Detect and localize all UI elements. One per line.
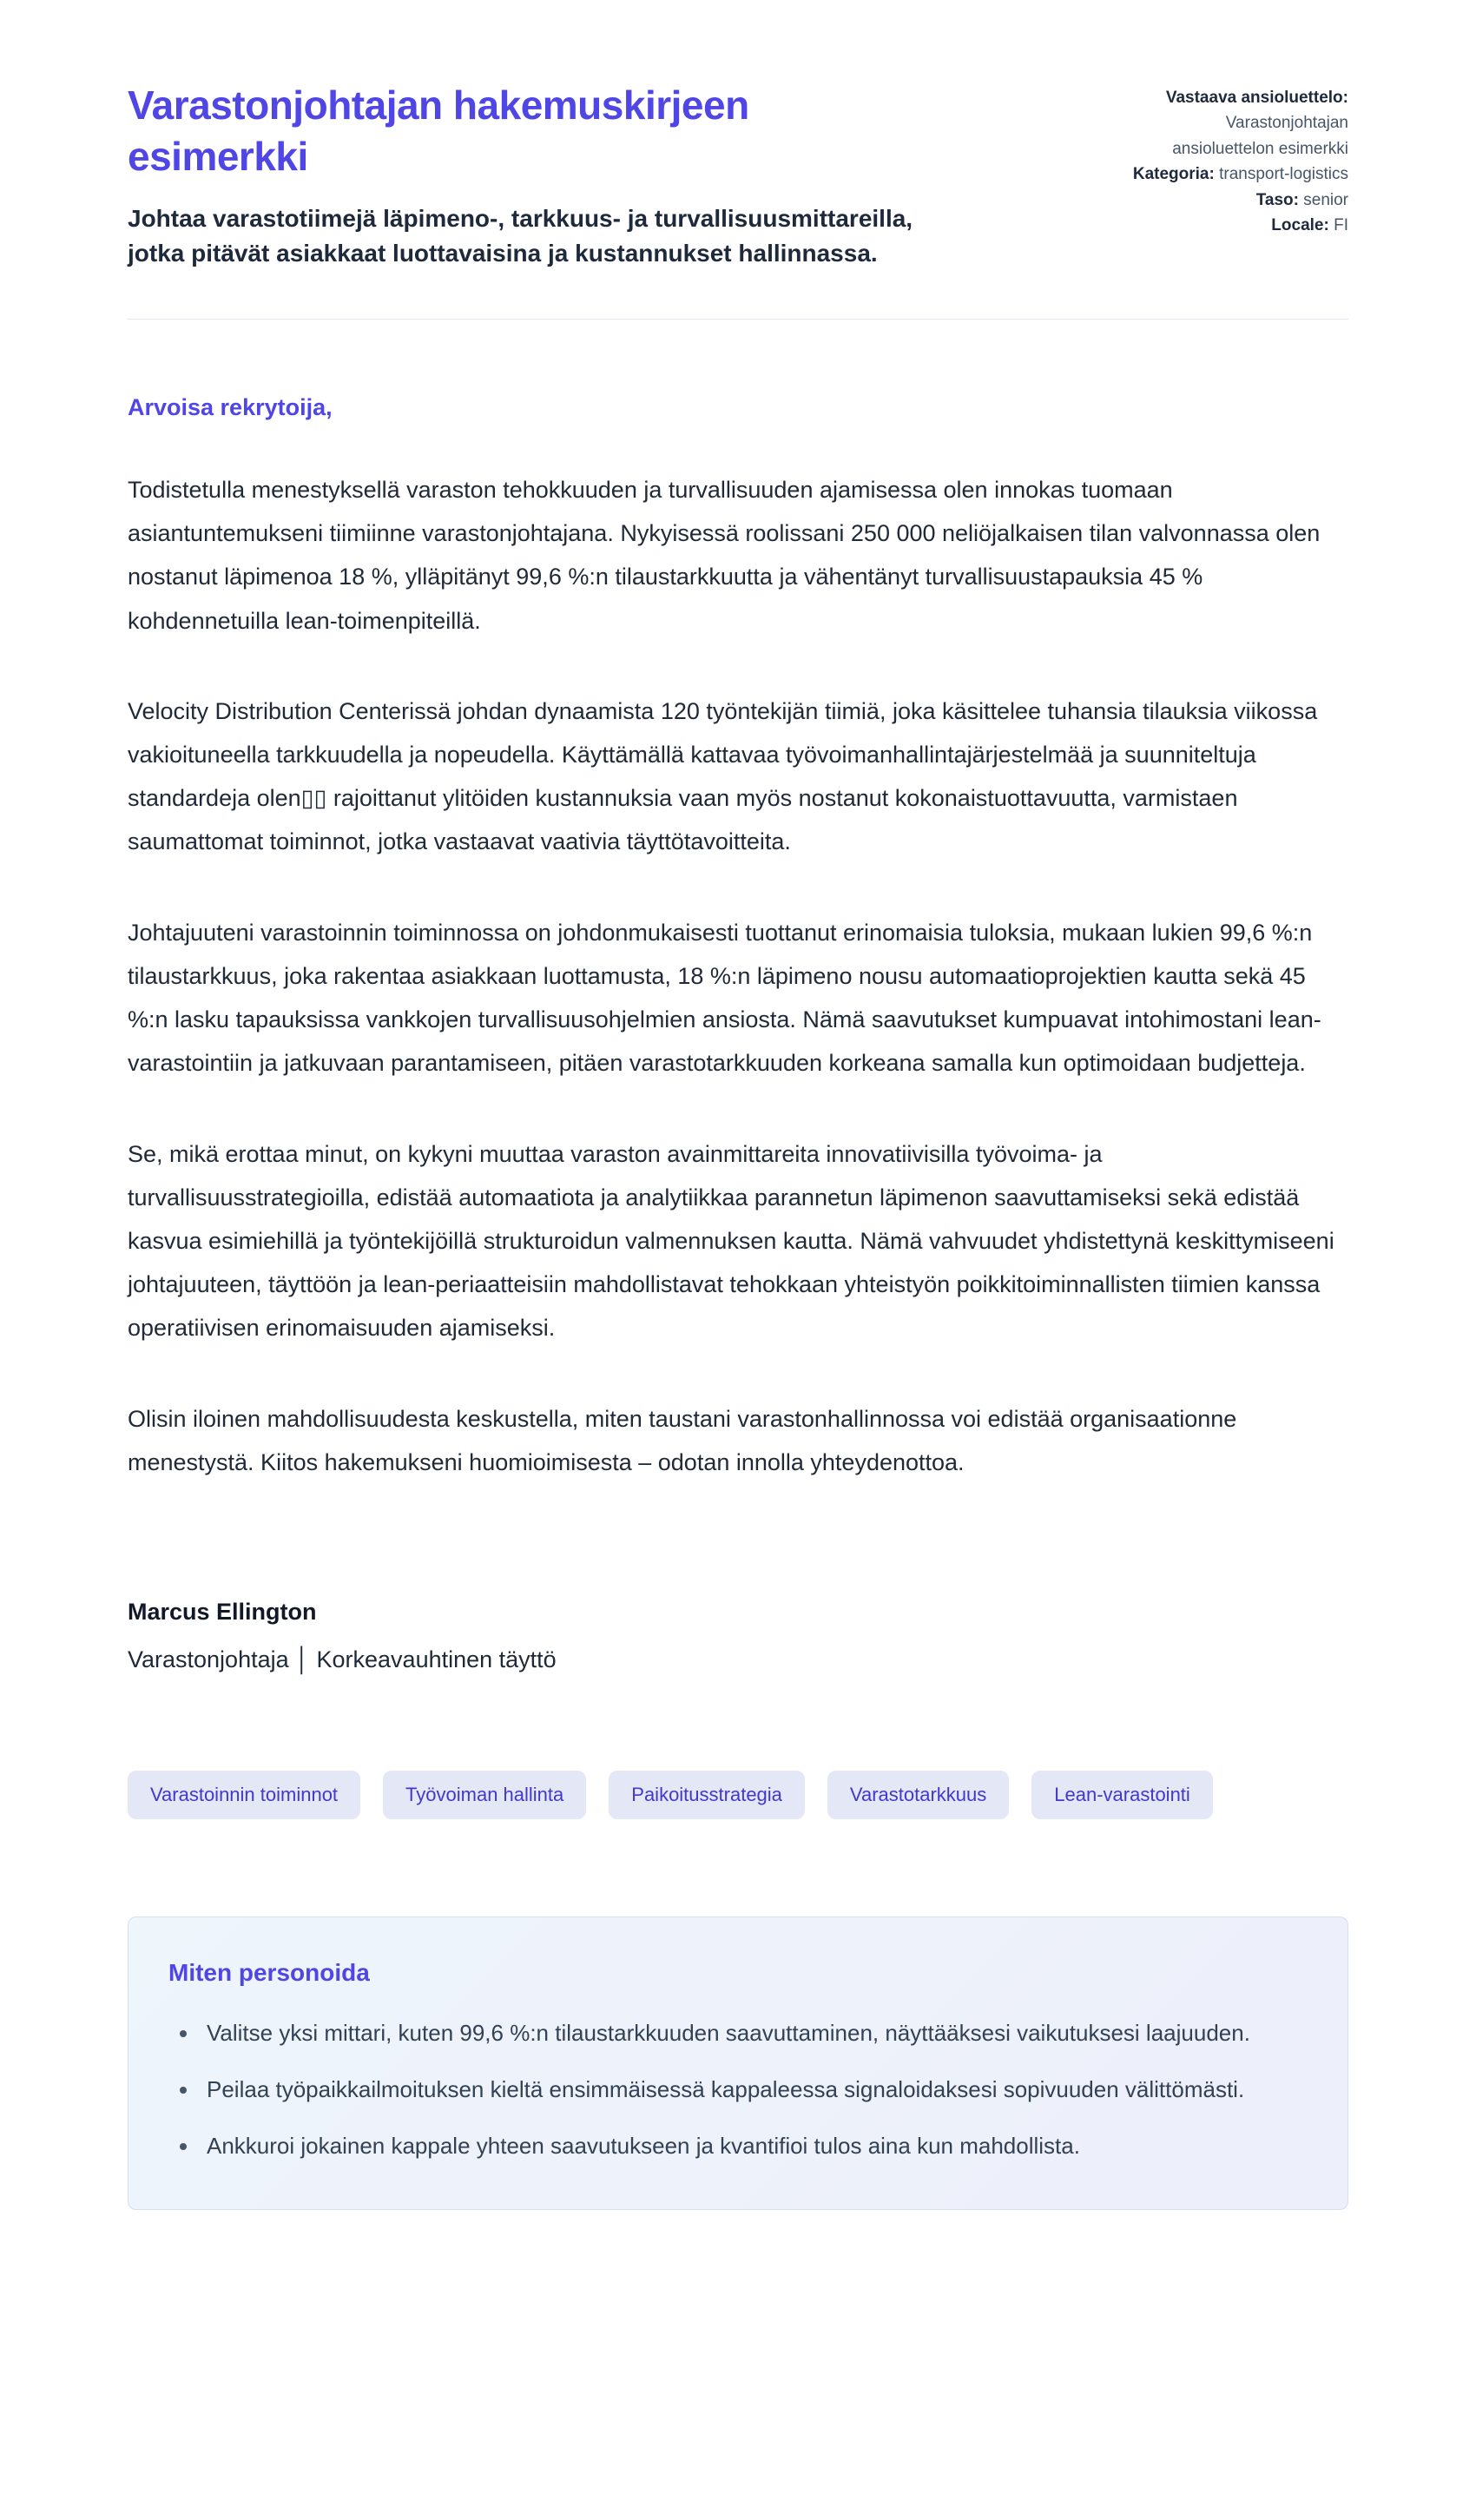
letter-paragraph: Velocity Distribution Centerissä johdan dynaamista 120 työntekijän tiimiä, joka käsittelee tuhansia tilauksia viikossa vakioituneella tarkkuudella ja nopeudella. Käyttämällä kattavaa työvoimanhallintajärjestelmää ja suunniteltuja standardeja olen▯▯ rajoittanut ylitöiden kustannuksia vaan myös nostanut kokonaistuottavuutta, varmistaen saumattomat toiminnot, jotka vastaavat vaativia täyttötavoitteita.	[128, 697, 1318, 855]
tag-chip-slotting-strategy[interactable]: Paikoitusstrategia	[609, 1771, 805, 1819]
personalization-tips-card	[128, 1916, 1348, 2210]
meta-value: transport-logistics	[1219, 165, 1348, 184]
tip-item: • Peilaa työpaikkailmoituksen kieltä ensimmäisessä kappaleessa signaloidaksesi sopivuuden välittömästi.	[200, 2069, 1308, 2110]
tag-chip-lean-warehousing[interactable]: Lean-varastointi	[1031, 1771, 1213, 1819]
meta-row-matching-resume	[1121, 85, 1348, 162]
letter-paragraph: Johtajuuteni varastoinnin toiminnossa on johdonmukaisesti tuottanut erinomaisia tuloksia, mukaan lukien 99,6 %:n tilaustarkkuus, joka rakentaa asiakkaan luottamusta, 18 %:n läpimeno nousu automaatioprojektien kautta sekä 45 %:n lasku tapauksissa vankkojen turvallisuusohjelmien ansiosta. Nämä saavutukset kumpuavat intohimostani lean-varastointiin ja jatkuvaan parantamiseen, pitäen varastotarkkuuden korkeana samalla kun optimoidaan budjetteja.	[128, 919, 1321, 1077]
signature-name: Marcus Ellington	[128, 1599, 317, 1626]
letter-paragraph: Todistetulla menestyksellä varaston tehokkuuden ja turvallisuuden ajamisessa olen innokas tuomaan asiantuntemukseni tiimiinne varastonjohtajana. Nykyisessä roolissani 250 000 neliöjalkaisen tilan valvonnassa olen nostanut läpimenoa 18 %, ylläpitänyt 99,6 %:n tilaustarkkuutta ja vähentänyt turvallisuustapauksia 45 % kohdennetuilla lean-toimenpiteillä.	[128, 476, 1321, 634]
tag-list	[128, 1771, 1348, 1819]
page-header	[128, 80, 1348, 272]
meta-label: Locale:	[1271, 216, 1329, 235]
header-divider	[128, 319, 1348, 320]
meta-value: senior	[1303, 190, 1348, 209]
letter-salutation: Arvoisa rekrytoija,	[128, 393, 333, 420]
signature-block	[128, 1599, 1348, 1673]
tips-title: Miten personoida	[168, 1959, 370, 1987]
tag-chip-warehouse-operations[interactable]: Varastoinnin toiminnot	[128, 1771, 360, 1819]
meta-row-category	[1121, 162, 1348, 187]
meta-label: Vastaava ansioluettelo:	[1165, 89, 1348, 107]
header-meta	[1121, 85, 1348, 239]
letter-paragraph: Olisin iloinen mahdollisuudesta keskustella, miten taustani varastonhallinnossa voi edistää organisaationne menestystä. Kiitos hakemukseni huomioimisesta – odotan innolla yhteydenottoa.	[128, 1405, 1237, 1475]
header-title-block	[128, 80, 1005, 272]
tip-item: • Valitse yksi mittari, kuten 99,6 %:n tilaustarkkuuden saavuttaminen, näyttääksesi vaikutuksesi laajuuden.	[200, 2013, 1308, 2054]
meta-row-locale	[1121, 213, 1348, 238]
tip-item: • Ankkuroi jokainen kappale yhteen saavutukseen ja kvantifioi tulos aina kun mahdollista.	[200, 2126, 1308, 2167]
page-subtitle: Johtaa varastotiimejä läpimeno-, tarkkuus- ja turvallisuusmittareilla, jotka pitävät asiakkaat luottavaisina ja kustannukset hallinnassa.	[128, 204, 913, 267]
meta-value: Varastonjohtajan ansioluettelon esimerkki	[1172, 114, 1348, 158]
tag-chip-inventory-accuracy[interactable]: Varastotarkkuus	[827, 1771, 1009, 1819]
meta-value: FI	[1334, 216, 1348, 235]
meta-label: Taso:	[1255, 190, 1299, 209]
meta-label: Kategoria:	[1132, 165, 1215, 184]
page-title: Varastonjohtajan hakemuskirjeen esimerkki	[128, 82, 749, 179]
letter-paragraph: Se, mikä erottaa minut, on kykyni muuttaa varaston avainmittareita innovatiivisilla työvoima- ja turvallisuusstrategioilla, edistää automaatiota ja analytiikkaa parannetun läpimenon saavuttamiseksi sekä edistää kasvua esimiehillä ja työntekijöillä strukturoidun valmennuksen kautta. Nämä vahvuudet yhdistettynä keskittymiseeni johtajuuteen, täyttöön ja lean-periaatteisiin mahdollistavat tehokkaan yhteistyön poikkitoiminnallisten tiimien kanssa operatiivisen erinomaisuuden ajamiseksi.	[128, 1140, 1334, 1342]
tag-chip-workforce-management[interactable]: Työvoiman hallinta	[383, 1771, 586, 1819]
signature-role: Varastonjohtaja │ Korkeavauhtinen täyttö	[128, 1646, 557, 1673]
tips-list	[168, 2013, 1308, 2166]
meta-row-level	[1121, 188, 1348, 213]
letter-body	[128, 394, 1348, 1673]
